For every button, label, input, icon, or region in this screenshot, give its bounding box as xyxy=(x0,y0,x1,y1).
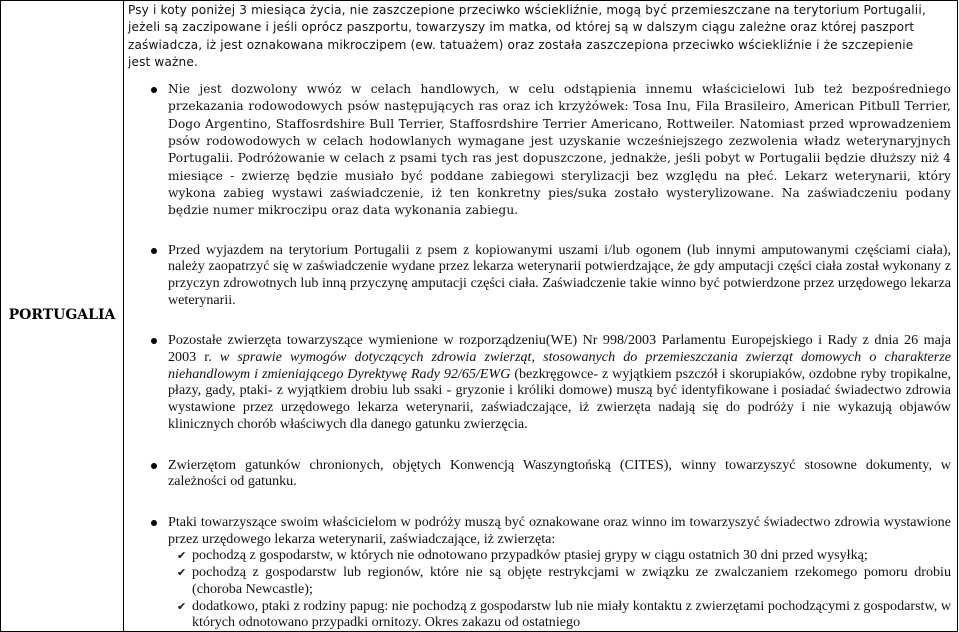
sub-list xyxy=(168,547,951,631)
rule-text: Pozostałe zwierzęta towarzyszące wymienione w rozporządzeniu(WE) Nr 998/2003 Parlamentu Europejskiego i Rady z dnia 26 maja 2003 r. xyxy=(168,332,951,366)
bullet-icon xyxy=(151,87,157,93)
country-label: PORTUGALIA xyxy=(8,306,116,323)
rule-text: (bezkręgowce- z wyjątkiem pszczół i skorupiaków, ozdobne ryby tropikalne, płazy, gady, ptaki- z wyjątkiem drobiu lub ssaki - gryzonie i króliki domowe) muszą być identyfikowane i posiadać świadectwo zdrowia wystawione przez urzędowego lekarza weterynarii, zaświadczające, iż zwierzęta nadają się do podróży i nie wykazują objawów klinicznych chorób właściwych dla danego gatunku zwierzęcia. xyxy=(168,365,951,432)
sub-item-text: pochodzą z gospodarstw lub regionów, które nie są objęte restrykcjami w związku ze zwalczaniem rzekomego pomoru drobiu (choroba Newcastle); xyxy=(192,564,951,597)
intro-line: jeżeli są zaczipowane i jeśli oprócz paszportu, towarzyszy im matka, od której są w dalszym ciągu zależne oraz której paszport xyxy=(128,20,915,35)
sub-item-text: pochodzą z gospodarstw, w których nie odnotowano przypadków ptasiej grypy w ciągu ostatnich 30 dni przed wysyłką; xyxy=(192,547,868,564)
rule-text: Ptaki towarzyszące swoim właścicielom w podróży muszą być oznakowane oraz winno im towarzyszyć świadectwo zdrowia wystawione przez urzędowego lekarza weterynarii, zaświadczające, iż zwierzęta: xyxy=(168,514,951,547)
rules-list xyxy=(124,81,957,631)
sub-list-item xyxy=(168,564,951,597)
sub-list-item xyxy=(168,547,951,564)
bullet-icon xyxy=(151,338,157,344)
rule-text: Przed wyjazdem na terytorium Portugalii z psem z kopiowanymi uszami i/lub ogonem (lub innymi amputowanymi częściami ciała), należy zaopatrzyć się w zaświadczenie wydane przez lekarza weterynarii potwierdzające, że gdy amputacji części ciała został wykonany z przyczyn zdrowotnych lub inną przyczynę amputacji części ciała. Zaświadczenie takie winno być potwierdzone przez urzędowego lekarza weterynarii. xyxy=(168,241,951,308)
content-cell xyxy=(124,1,958,632)
checkmark-icon: ✔ xyxy=(177,549,187,563)
checkmark-icon: ✔ xyxy=(177,599,187,613)
list-item xyxy=(124,514,957,631)
country-cell xyxy=(1,1,124,632)
bullet-icon xyxy=(151,463,157,469)
sub-list-item xyxy=(168,598,951,631)
list-item xyxy=(124,332,957,432)
rule-text: Nie jest dozwolony wwóz w celach handlowych, w celu odstąpienia innemu właścicielowi lub też bezpośredniego przekazania rodowodowych psów następujących ras oraz ich krzyżówek: Tosa Inu, Fila Brasileiro, American Pitbull Terrier, Dogo Argentino, Staffosrdshire Bull Terrier, Staffosrdshire Terrier Americano, Rottweiler. Natomiast przed wprowadzeniem psów rodowodowych w celach hodowlanych wymagane jest uzyskanie wcześniejszego zezwolenia władz weterynaryjnych Portugalii. Podróżowanie w celach z psami tych ras jest dopuszczone, jednakże, jeśli pobyt w Portugalii będzie dłuższy niż 4 miesiące - zwierzę będzie musiało być poddane zabiegowi sterylizacji bez względu na płeć. Lekarz weterynarii, który wykona zabieg wystawi zaświadczenie, iż ten konkretny pies/suka zostało wysterylizowane. Na zaświadczeniu podany będzie numer mikroczipu oraz data wykonania zabiegu. xyxy=(168,82,951,218)
rule-text: Zwierzętom gatunków chronionych, objętych Konwencją Waszyngtońską (CITES), winny towarzyszyć stosowne dokumenty, w zależności od gatunku. xyxy=(168,456,951,490)
list-item xyxy=(124,81,957,219)
list-item xyxy=(124,242,957,309)
intro-line: zaświadcza, iż jest oznakowana mikroczipem (ew. tatuażem) oraz została zaszczepiona przeciwko wściekliźnie i że szczepienie xyxy=(128,37,914,52)
sub-item-text: dodatkowo, ptaki z rodziny papug: nie pochodzą z gospodarstw lub nie miały kontaktu z zwierzętami pochodzącymi z gospodarstw, w których odnotowano przypadki ornitozy. Okres zakazu od ostatniego xyxy=(192,597,951,631)
regulation-title: w sprawie wymogów dotyczących zdrowia zwierząt, stosowanych do przemieszczania zwierząt domowych o charakterze niehandlowym i zmieniającego Dyrektywę Rady 92/65/EWG xyxy=(168,349,951,382)
list-item xyxy=(124,457,957,490)
bullet-icon xyxy=(151,248,157,254)
intro-paragraph xyxy=(124,1,957,71)
bullet-icon xyxy=(151,520,157,526)
intro-line: jest ważne. xyxy=(128,54,198,69)
checkmark-icon: ✔ xyxy=(177,566,187,580)
intro-line: Psy i koty poniżej 3 miesiąca życia, nie zaszczepione przeciwko wściekliźnie, mogą być przemieszczane na terytorium Portugalii, xyxy=(128,3,926,17)
